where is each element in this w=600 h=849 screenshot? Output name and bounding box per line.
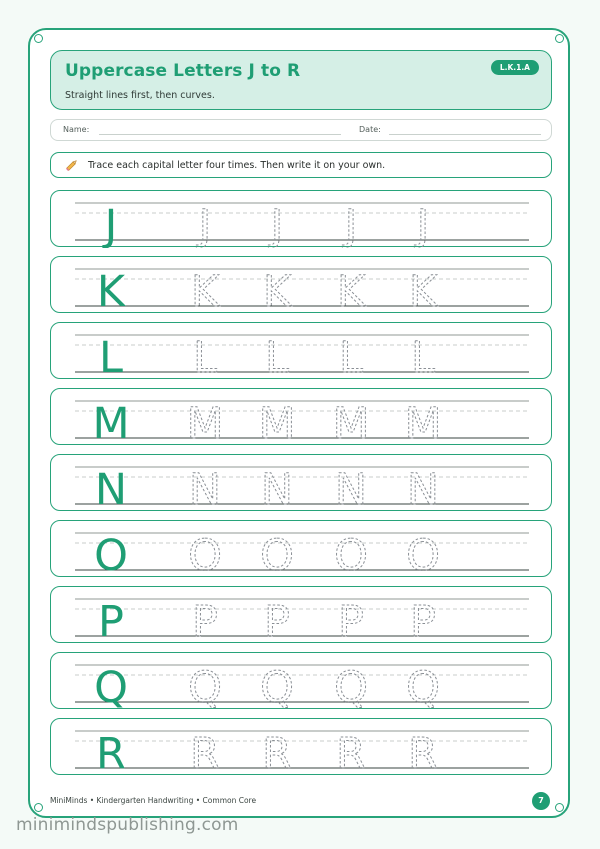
trace-letter[interactable]: N [188,465,222,512]
name-label: Name: [63,125,90,134]
model-letter: J [104,201,118,248]
page-number: 7 [532,792,550,810]
date-label: Date: [359,125,381,134]
trace-letter[interactable]: P [338,597,364,644]
model-letter: M [92,399,130,446]
trace-letter[interactable]: K [336,267,366,314]
instruction-box [50,152,552,178]
trace-letter[interactable]: J [270,201,284,248]
practice-row-r [50,718,552,775]
model-letter: O [94,531,128,578]
name-date-bar [50,119,552,141]
trace-letter[interactable]: L [339,333,363,380]
trace-letter[interactable]: O [188,531,222,578]
trace-letter[interactable]: M [404,399,442,446]
trace-letter[interactable]: R [336,729,366,776]
practice-row-q [50,652,552,709]
corner-dot [34,34,43,43]
trace-letter[interactable]: R [262,729,292,776]
practice-row-p [50,586,552,643]
trace-letter[interactable]: L [265,333,289,380]
instruction-text: Trace each capital letter four times. Then write it on your own. [88,160,386,171]
trace-letter[interactable]: J [416,201,430,248]
trace-letter[interactable]: K [262,267,292,314]
model-letter: K [96,267,126,314]
trace-letter[interactable]: P [192,597,218,644]
corner-dot [555,803,564,812]
model-letter: L [99,333,123,380]
trace-letter[interactable]: Q [260,663,294,710]
practice-row-l [50,322,552,379]
trace-letter[interactable]: O [334,531,368,578]
model-letter: Q [94,663,128,710]
standard-badge: L.K.1.A [491,60,539,75]
trace-letter[interactable]: K [190,267,220,314]
trace-letter[interactable]: O [406,531,440,578]
trace-letter[interactable]: R [190,729,220,776]
corner-dot [555,34,564,43]
trace-letter[interactable]: Q [188,663,222,710]
trace-letter[interactable]: L [193,333,217,380]
pencil-icon [65,158,79,172]
model-letter: N [94,465,128,512]
practice-row-m [50,388,552,445]
practice-row-n [50,454,552,511]
trace-letter[interactable]: R [408,729,438,776]
trace-letter[interactable]: Q [406,663,440,710]
trace-letter[interactable]: M [186,399,224,446]
trace-letter[interactable]: Q [334,663,368,710]
date-line[interactable] [389,134,541,135]
page-subtitle: Straight lines first, then curves. [65,90,215,101]
trace-letter[interactable]: N [334,465,368,512]
trace-letter[interactable]: N [260,465,294,512]
trace-letter[interactable]: M [258,399,296,446]
trace-letter[interactable]: J [344,201,358,248]
trace-letter[interactable]: P [410,597,436,644]
trace-letter[interactable]: K [408,267,438,314]
practice-row-o [50,520,552,577]
trace-letter[interactable]: N [406,465,440,512]
name-line[interactable] [99,134,341,135]
practice-row-j [50,190,552,247]
corner-dot [34,803,43,812]
model-letter: P [98,597,124,644]
trace-letter[interactable]: P [264,597,290,644]
trace-letter[interactable]: M [332,399,370,446]
watermark: minimindspublishing.com [16,815,239,835]
model-letter: R [96,729,126,776]
header-panel [50,50,552,110]
page-title: Uppercase Letters J to R [65,61,301,81]
practice-row-k [50,256,552,313]
footer-text: MiniMinds • Kindergarten Handwriting • Common Core [50,796,257,805]
trace-letter[interactable]: L [411,333,435,380]
trace-letter[interactable]: J [198,201,212,248]
worksheet-page [28,28,570,818]
trace-letter[interactable]: O [260,531,294,578]
